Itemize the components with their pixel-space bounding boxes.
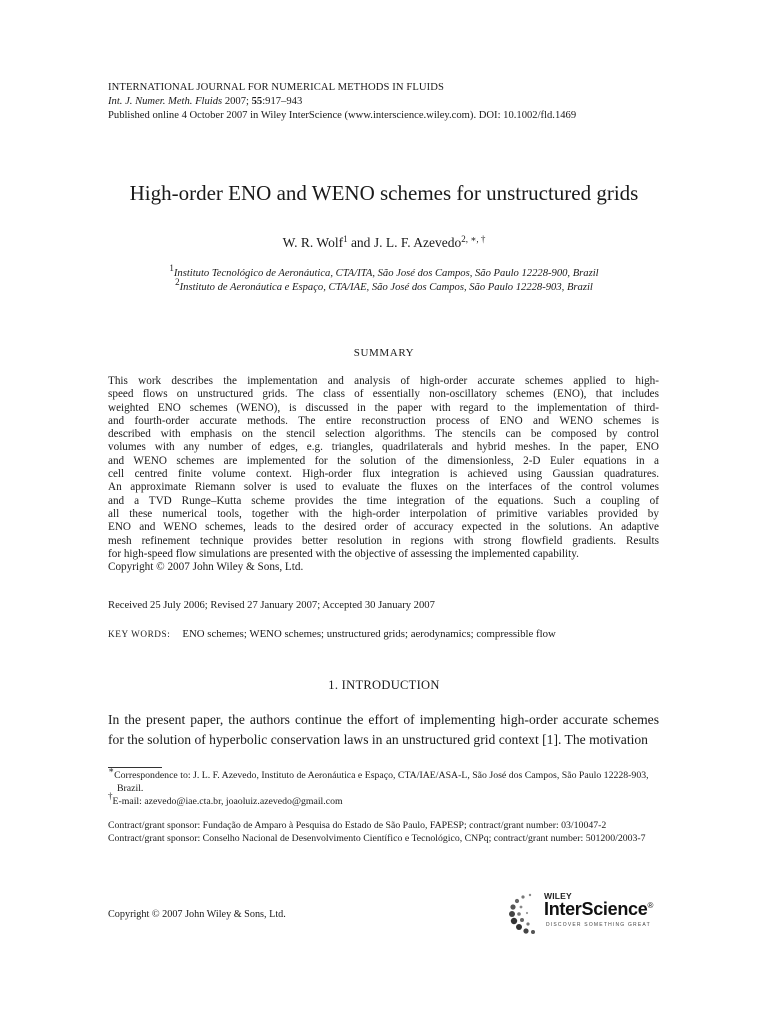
interscience-brand-text: InterScience bbox=[544, 899, 648, 919]
affiliation-1-text: Instituto Tecnológico de Aeronáutica, CTA/ITA, São José dos Campos, São Paulo 12228-900, Brazil bbox=[173, 268, 599, 279]
interscience-wordmark bbox=[544, 899, 653, 920]
interscience-dot-swirl-icon bbox=[508, 890, 548, 936]
affiliations bbox=[0, 263, 768, 295]
footnote-correspondence-text: Correspondence to: J. L. F. Azevedo, Instituto de Aeronáutica e Espaço, CTA/IAE/ASA-L, São José dos Campos, São Paulo 12228-903, Brazil. bbox=[114, 770, 649, 794]
abstract-line: and a TVD Runge–Kutta scheme provides the time integration of the equations. Such a coupling of bbox=[108, 494, 659, 507]
wiley-interscience-logo bbox=[508, 890, 660, 936]
footnote-dagger-mark: † bbox=[108, 791, 113, 802]
received-dates: Received 25 July 2006; Revised 27 January 2007; Accepted 30 January 2007 bbox=[108, 600, 435, 611]
paper-title: High-order ENO and WENO schemes for unstructured grids bbox=[129, 181, 639, 205]
abstract-line: volumes with any number of edges, e.g. triangles, quadrilaterals and hybrid meshes. In the paper, ENO bbox=[108, 441, 659, 454]
logo-tagline: DISCOVER SOMETHING GREAT bbox=[546, 922, 651, 928]
journal-name: INTERNATIONAL JOURNAL FOR NUMERICAL METHODS IN FLUIDS bbox=[108, 82, 445, 93]
footnote-rule bbox=[108, 767, 162, 768]
keywords-label: KEY WORDS: bbox=[108, 629, 171, 639]
author-2: J. L. F. Azevedo bbox=[373, 235, 462, 250]
abstract-line: and WENO schemes are implemented for the solution of the dimensionless, 2-D Euler equations in a bbox=[108, 454, 659, 467]
abstract-line: ENO and WENO schemes, leads to the desired order of accuracy expected in the solutions. An adaptive bbox=[108, 521, 659, 534]
footnote-email bbox=[108, 791, 659, 808]
abstract-line: cell centred finite volume context. High-order flux integration is achieved using Gaussian quadratures. bbox=[108, 468, 659, 481]
keywords-text: ENO schemes; WENO schemes; unstructured grids; aerodynamics; compressible flow bbox=[182, 628, 556, 640]
abstract-line: all these numerical tools, together with the high-order interpolation of primitive variables provided by bbox=[108, 507, 659, 520]
introduction-line-2: for the solution of hyperbolic conservation laws in an unstructured grid context [1]. The motivation bbox=[108, 732, 648, 747]
summary-heading: SUMMARY bbox=[353, 347, 415, 359]
introduction-line-1: In the present paper, the authors continue the effort of implementing high-order accurate schemes bbox=[108, 712, 659, 727]
footnote-sponsor-2: Contract/grant sponsor: Conselho Nacional de Desenvolvimento Científico e Tecnológico, CNPq; contract/grant number: 501200/2003-7 bbox=[108, 833, 646, 844]
affiliation-2-sup: 2 bbox=[175, 277, 180, 288]
author-joiner: and bbox=[347, 235, 374, 250]
affiliation-2 bbox=[0, 277, 768, 295]
affiliation-1 bbox=[0, 263, 768, 281]
author-1: W. R. Wolf bbox=[282, 235, 344, 250]
affiliation-1-sup: 1 bbox=[169, 263, 174, 274]
citation-pages: :917–943 bbox=[262, 96, 303, 107]
footnote-star-mark: ∗ bbox=[108, 765, 115, 776]
introduction-body bbox=[108, 710, 659, 750]
abstract bbox=[108, 375, 659, 574]
footnotes bbox=[108, 765, 659, 845]
abstract-line: and fourth-order accurate methods. The entire reconstruction process of ENO and WENO schemes is bbox=[108, 414, 659, 427]
abstract-line: mesh refinement technique provides better resolution in regions with strong flowfield gradients. Results bbox=[108, 534, 659, 547]
wiley-wordmark: WILEY bbox=[544, 891, 572, 901]
footnote-sponsor-1: Contract/grant sponsor: Fundação de Amparo à Pesquisa do Estado de São Paulo, FAPESP; contract/grant number: 03/10047-2 bbox=[108, 820, 607, 831]
abstract-line: described with emphasis on the stencil selection algorithms. The stencils can be composed by control bbox=[108, 428, 659, 441]
author-2-sup: 2, ∗, † bbox=[461, 234, 486, 245]
citation-year: 2007; bbox=[224, 96, 249, 107]
abstract-line: An approximate Riemann solver is used to evaluate the fluxes on the interfaces of the control volumes bbox=[108, 481, 659, 494]
abstract-line: speed flows on unstructured grids. The class of essentially non-oscillatory schemes (ENO), that includes bbox=[108, 388, 659, 401]
abstract-line: for high-speed flow simulations are presented with the objective of assessing the implemented capability. bbox=[108, 547, 579, 560]
citation-line bbox=[108, 95, 576, 109]
journal-header bbox=[108, 81, 576, 123]
keywords bbox=[108, 628, 556, 640]
abstract-line: weighted ENO schemes (WENO), is discussed in the paper with regard to the implementation of third- bbox=[108, 401, 659, 414]
author-1-sup: 1 bbox=[343, 234, 348, 245]
citation-volume: 55 bbox=[251, 96, 263, 107]
abstract-line: This work describes the implementation and analysis of high-order accurate schemes applied to high- bbox=[108, 375, 659, 387]
footnote-correspondence bbox=[108, 765, 659, 795]
author-line bbox=[0, 234, 768, 252]
registered-mark: ® bbox=[647, 900, 654, 910]
footnote-email-text: E-mail: azevedo@iae.cta.br, joaoluiz.azevedo@gmail.com bbox=[112, 796, 343, 807]
introduction-heading: 1. INTRODUCTION bbox=[328, 678, 440, 692]
copyright-notice: Copyright © 2007 John Wiley & Sons, Ltd. bbox=[108, 909, 286, 920]
published-line: Published online 4 October 2007 in Wiley InterScience (www.interscience.wiley.com). DOI: 10.1002/fld.1469 bbox=[108, 110, 577, 121]
citation-abbrev: Int. J. Numer. Meth. Fluids bbox=[108, 96, 223, 107]
abstract-line: Copyright © 2007 John Wiley & Sons, Ltd. bbox=[108, 561, 304, 574]
affiliation-2-text: Instituto de Aeronáutica e Espaço, CTA/IAE, São José dos Campos, São Paulo 12228-903, Brazil bbox=[179, 282, 593, 293]
